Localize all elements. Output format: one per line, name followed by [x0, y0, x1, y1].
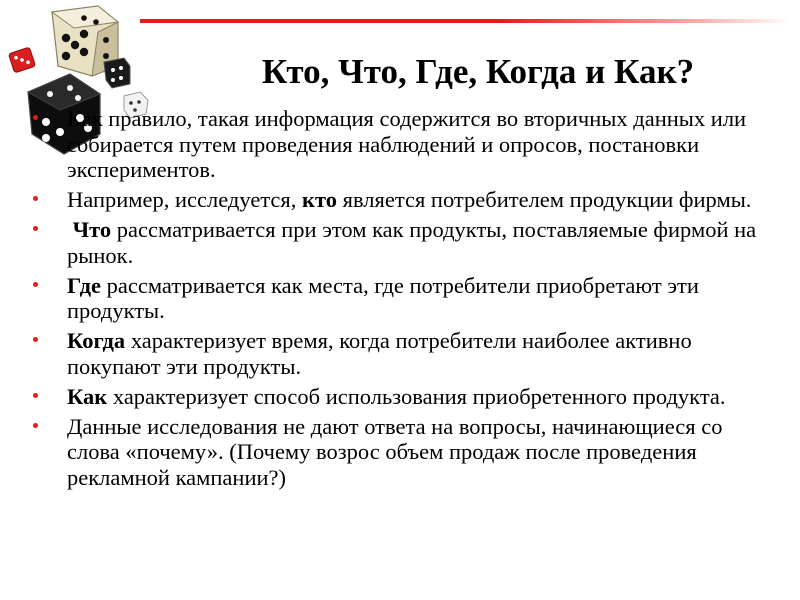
bullet-dot-icon	[33, 226, 38, 231]
bullet-dot-icon	[33, 196, 38, 201]
bullet-lead: Например, исследуется,	[67, 187, 303, 212]
bullet-item-when	[30, 328, 780, 379]
header-rule	[140, 19, 790, 23]
bullet-dot-icon	[33, 423, 38, 428]
bullet-text: характеризует время, когда потребители наиболее активно покупают эти продукты.	[67, 328, 692, 379]
bullet-item-why	[30, 414, 780, 491]
bullet-keyword: Что	[72, 217, 112, 242]
bullet-keyword: Когда	[67, 328, 126, 353]
bullet-text: рассматривается как места, где потребители приобретают эти продукты.	[67, 272, 699, 323]
bullet-dot-icon	[33, 337, 38, 342]
bullet-dot-icon	[33, 282, 38, 287]
red-die	[8, 47, 35, 73]
bullet-text: Данные исследования не дают ответа на вопросы, начинающиеся со слова «почему». (Почему возрос объем продаж после проведения рекламной кампании?)	[67, 413, 723, 490]
bullet-keyword: кто	[302, 187, 337, 212]
bullet-text: является потребителем продукции фирмы.	[337, 187, 752, 212]
bullet-text: рассматривается при этом как продукты, поставляемые фирмой на рынок.	[67, 217, 757, 268]
bullet-dot-icon	[33, 115, 38, 120]
bullet-item-where	[30, 273, 780, 324]
bullet-keyword: Как	[67, 383, 108, 409]
slide-title: Кто, Что, Где, Когда и Как?	[261, 52, 695, 91]
bullet-list	[30, 106, 780, 495]
bullet-text: характеризует способ использования приобретенного продукта.	[107, 383, 726, 409]
bullet-text: Как правило, такая информация содержится во вторичных данных или собирается путем проведения наблюдений и опросов, постановки экспериментов.	[67, 106, 747, 182]
bullet-keyword: Где	[67, 272, 101, 298]
bullet-dot-icon	[33, 393, 38, 398]
small-black-die	[104, 58, 130, 88]
bullet-item-source	[30, 106, 780, 183]
bullet-item-what	[30, 217, 780, 268]
bullet-item-how	[30, 384, 780, 410]
bullet-item-who	[30, 187, 780, 213]
